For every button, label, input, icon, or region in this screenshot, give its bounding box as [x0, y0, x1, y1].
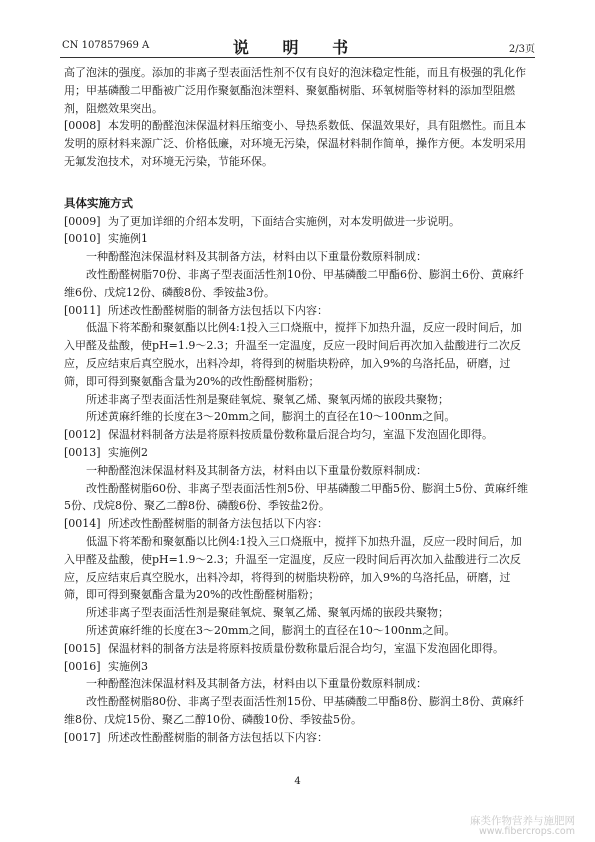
preparation-steps: 低温下将苯酚和聚氨酯以比例4:1投入三口烧瓶中，搅拌下加热升温，反应一段时间后，加入甲醛及盐酸，使pH=1.9～2.3；升温至一定温度，反应一段时间后再次加入盐酸进行二次反应，反应结束后真空脱水，出料冷却，将得到的树脂块粉碎，加入9%的乌洛托品，研磨，过筛，即可得到聚氨酯含量为20%的改性酚醛树脂粉； — [64, 321, 522, 388]
paragraph-number: [0008] — [64, 119, 101, 133]
paragraph-number: [0017] — [64, 730, 101, 744]
paragraph-number: [0011] — [64, 303, 101, 317]
surfactant-note: 所述非离子型表面活性剂是聚硅氧烷、聚氧乙烯、聚氧丙烯的嵌段共聚物； — [86, 392, 449, 406]
paragraph-0016 — [64, 658, 531, 676]
paragraph-0014 — [64, 515, 531, 533]
example-formula: 改性酚醛树脂70份、非离子型表面活性剂10份、甲基磷酸二甲酯6份、膨润土6份、黄麻纤维6份、戊烷12份、磷酸8份、季铵盐3份。 — [64, 267, 524, 299]
paragraph-number: [0014] — [64, 517, 101, 531]
example-formula: 改性酚醛树脂80份、非离子型表面活性剂15份、甲基磷酸二甲酯8份、膨润土8份、黄麻纤维8份、戊烷15份、聚乙二醇10份、磷酸10份、季铵盐5份。 — [64, 695, 524, 726]
paragraph-0012 — [64, 426, 531, 444]
paragraph-0008 — [64, 117, 531, 170]
doc-title: 说 明 书 — [232, 38, 363, 57]
paragraph-0010 — [64, 230, 531, 248]
section-gap — [64, 171, 531, 195]
paragraph-0011 — [64, 302, 531, 320]
paragraph-number: [0015] — [64, 641, 101, 655]
paragraph-text: 本发明的酚醛泡沫保温材料压缩变小、导热系数低、保温效果好，具有阻燃性。而且本发明的原材料来源广泛、价格低廉，对环境无污染，保温材料制作简单，操作方便。本发明采用无氟发泡技术，对环境无污染，节能环保。 — [64, 119, 526, 168]
paragraph-text: 保温材料的制备方法是将原料按质量份数称量后混合均匀，室温下发泡固化即得。 — [108, 641, 504, 655]
fiber-note: 所述黄麻纤维的长度在3～20mm之间，膨润土的直径在10～100nm之间。 — [86, 623, 456, 637]
page-indicator: 2/3页 — [508, 44, 535, 55]
paragraph-number: [0013] — [64, 445, 101, 459]
paragraph-text: 为了更加详细的介绍本发明，下面结合实施例，对本发明做进一步说明。 — [108, 214, 460, 228]
paragraph-text: 保温材料制备方法是将原料按质量份数称量后混合均匀，室温下发泡固化即得。 — [108, 428, 493, 442]
fiber-note: 所述黄麻纤维的长度在3～20mm之间，膨润土的直径在10～100nm之间。 — [86, 410, 456, 424]
preparation-steps: 低温下将苯酚和聚氨酯以比例4:1投入三口烧瓶中，搅拌下加热升温，反应一段时间后，加入甲醛及盐酸，使pH=1.9～2.3；升温至一定温度，反应一段时间后再次加入盐酸进行二次反应，反应结束后真空脱水，出料冷却，将得到的树脂块粉碎，加入9%的乌洛托品，研磨，过筛，即可得到聚氨酯含量为20%的改性酚醛树脂粉； — [64, 534, 522, 602]
example-intro: 一种酚醛泡沫保温材料及其制备方法，材料由以下重量份数原料制成： — [86, 250, 427, 264]
surfactant-note: 所述非离子型表面活性剂是聚硅氧烷、聚氧乙烯、聚氧丙烯的嵌段共聚物； — [86, 606, 449, 620]
paragraph-text: 所述改性酚醛树脂的制备方法包括以下内容： — [108, 730, 328, 744]
paragraph-number: [0012] — [64, 428, 101, 442]
example-heading: 实施例2 — [108, 445, 148, 459]
paragraph-0013 — [64, 444, 531, 462]
paragraph-0017 — [64, 729, 531, 747]
example-intro: 一种酚醛泡沫保温材料及其制备方法，材料由以下重量份数原料制成： — [86, 677, 427, 691]
paragraph-0015 — [64, 640, 531, 658]
example-heading: 实施例3 — [108, 659, 148, 673]
header-rule — [60, 57, 535, 58]
continued-paragraph: 高了泡沫的强度。添加的非离子型表面活性剂不仅有良好的泡沫稳定性能，而且有极强的乳化作用；甲基磷酸二甲酯被广泛用作聚氨酯泡沫塑料、聚氨酯树脂、环氧树脂等材料的添加型阻燃剂，阻燃效果突出。 — [64, 66, 526, 115]
page-number: 4 — [294, 776, 301, 787]
example-intro: 一种酚醛泡沫保温材料及其制备方法，材料由以下重量份数原料制成： — [86, 463, 427, 477]
document-body — [64, 64, 531, 746]
paragraph-text: 所述改性酚醛树脂的制备方法包括以下内容： — [108, 303, 328, 317]
example-heading: 实施例1 — [108, 232, 148, 246]
doc-number: CN 107857969 A — [62, 40, 150, 51]
watermark-url: www.fibercrops.com — [478, 826, 575, 837]
paragraph-text: 所述改性酚醛树脂的制备方法包括以下内容： — [108, 517, 328, 531]
paragraph-number: [0009] — [64, 214, 101, 228]
paragraph-0009 — [64, 213, 531, 231]
paragraph-number: [0016] — [64, 659, 101, 673]
watermark-site-name: 麻类作物营养与施肥网 — [470, 815, 575, 827]
example-formula: 改性酚醛树脂60份、非离子型表面活性剂5份、甲基磷酸二甲酯5份、膨润土5份、黄麻纤维5份、戊烷8份、聚乙二醇8份、磷酸6份、季铵盐2份。 — [64, 481, 528, 513]
paragraph-number: [0010] — [64, 232, 101, 246]
section-heading: 具体实施方式 — [64, 195, 133, 210]
